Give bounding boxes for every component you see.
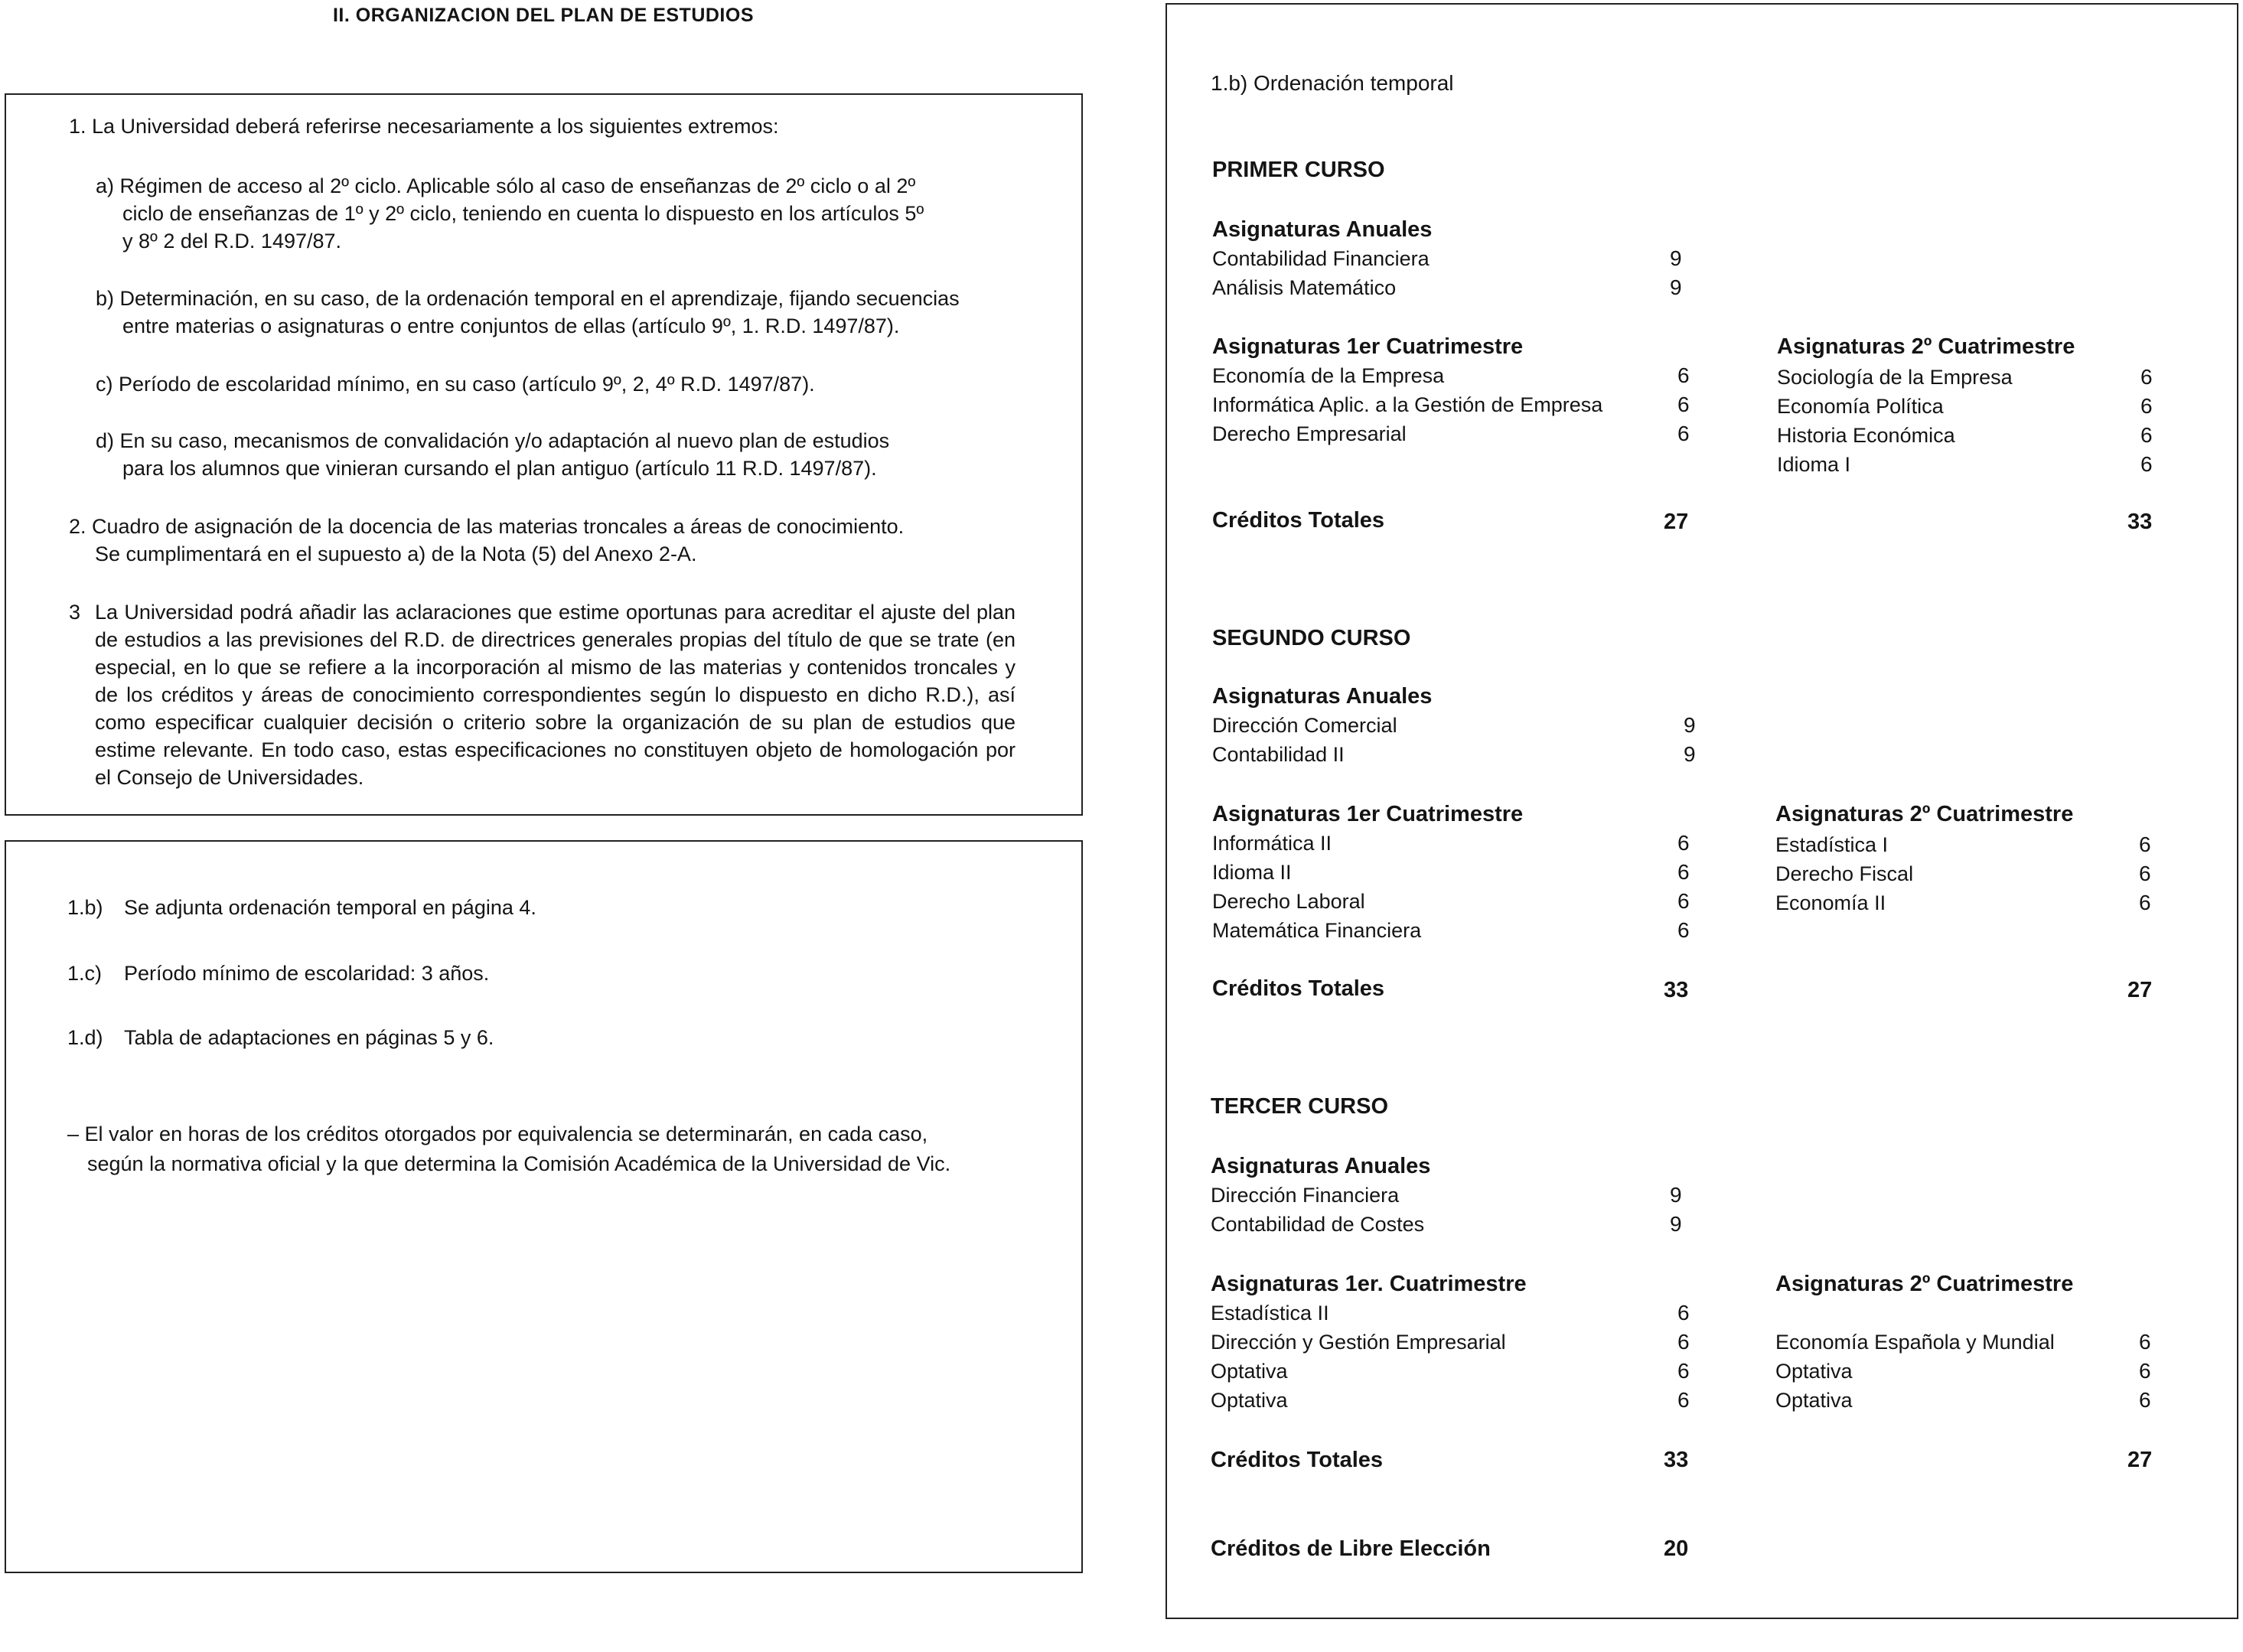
primer-sem2-credits: 6 — [2140, 394, 2153, 418]
segundo-total-right: 27 — [2127, 978, 2153, 1002]
segundo-sem1-credits: 6 — [1677, 831, 1690, 855]
primer-sem1-name: Derecho Empresarial — [1212, 422, 1407, 445]
segundo-sem2-credits: 6 — [2139, 833, 2151, 856]
tercer-sem1-credits: 6 — [1677, 1388, 1690, 1412]
note-1b-number: 1.b) — [67, 896, 103, 919]
primer-sem1-label: Asignaturas 1er Cuatrimestre — [1212, 334, 1524, 359]
note-1c-number: 1.c) — [67, 962, 103, 985]
tercer-sem2-credits: 6 — [2139, 1330, 2151, 1354]
tercer-sem1-name: Estadística II — [1211, 1302, 1329, 1325]
tercer-sem1-label: Asignaturas 1er. Cuatrimestre — [1211, 1272, 1527, 1296]
credits-note-line2: según la normativa oficial y la que determina la Comisión Académica de la Universidad de Vic. — [87, 1152, 951, 1175]
segundo-anuales-label: Asignaturas Anuales — [1212, 684, 1433, 709]
segundo-sem1-label: Asignaturas 1er Cuatrimestre — [1212, 802, 1524, 826]
segundo-sem2-credits: 6 — [2139, 862, 2151, 885]
segundo-sem1-credits: 6 — [1677, 918, 1690, 942]
primer-sem1-credits: 6 — [1677, 422, 1690, 445]
tercer-total-right: 27 — [2127, 1448, 2153, 1472]
instruction-item-1a-line2: ciclo de enseñanzas de 1º y 2º ciclo, teniendo en cuenta lo dispuesto en los artículos 5º — [122, 202, 924, 225]
instruction-item-2-line1: 2. Cuadro de asignación de la docencia de las materias troncales a áreas de conocimiento. — [69, 515, 905, 538]
primer-sem2-name: Economía Política — [1777, 395, 1944, 418]
page-title: II. ORGANIZACION DEL PLAN DE ESTUDIOS — [332, 5, 755, 26]
segundo-sem1-name: Matemática Financiera — [1212, 919, 1422, 942]
tercer-sem1-credits: 6 — [1677, 1301, 1690, 1325]
segundo-sem1-name: Idioma II — [1212, 861, 1292, 884]
primer-sem2-name: Idioma I — [1777, 453, 1851, 476]
primer-sem1-name: Informática Aplic. a la Gestión de Empresa — [1212, 393, 1603, 416]
credits-note-line1: – El valor en horas de los créditos otorgados por equivalencia se determinarán, en cada caso, — [67, 1123, 928, 1145]
notes-box — [5, 840, 1083, 1573]
segundo-anual-credits: 9 — [1684, 742, 1696, 766]
instruction-item-1a-line3: y 8º 2 del R.D. 1497/87. — [122, 230, 342, 253]
primer-curso-title: PRIMER CURSO — [1212, 158, 1385, 182]
segundo-sem2-name: Derecho Fiscal — [1775, 862, 1914, 885]
primer-sem2-name: Sociología de la Empresa — [1777, 366, 2013, 389]
libre-eleccion-value: 20 — [1664, 1536, 1689, 1561]
segundo-anual-credits: 9 — [1684, 713, 1696, 737]
instruction-item-1d-line1: d) En su caso, mecanismos de convalidación y/o adaptación al nuevo plan de estudios — [96, 429, 890, 452]
instruction-item-1: 1. La Universidad deberá referirse necesariamente a los siguientes extremos: — [69, 115, 779, 138]
segundo-total-left: 33 — [1664, 978, 1689, 1002]
segundo-anual-name: Dirección Comercial — [1212, 714, 1397, 737]
primer-anual-name: Análisis Matemático — [1212, 276, 1397, 299]
tercer-sem1-name: Dirección y Gestión Empresarial — [1211, 1331, 1506, 1354]
schedule-heading: 1.b) Ordenación temporal — [1211, 71, 1454, 95]
primer-sem2-credits: 6 — [2140, 365, 2153, 389]
primer-anual-credits: 9 — [1670, 246, 1682, 270]
tercer-sem2-credits: 6 — [2139, 1359, 2151, 1383]
primer-sem1-credits: 6 — [1677, 393, 1690, 416]
note-1d: Tabla de adaptaciones en páginas 5 y 6. — [124, 1026, 494, 1049]
instruction-item-1b-line2: entre materias o asignaturas o entre conjuntos de ellas (artículo 9º, 1. R.D. 1497/87). — [122, 314, 900, 337]
segundo-curso-title: SEGUNDO CURSO — [1212, 626, 1411, 650]
tercer-anual-name: Contabilidad de Costes — [1211, 1213, 1425, 1236]
tercer-sem1-credits: 6 — [1677, 1330, 1690, 1354]
primer-sem2-name: Historia Económica — [1777, 424, 1955, 447]
segundo-sem2-name: Economía II — [1775, 891, 1886, 914]
tercer-sem2-label: Asignaturas 2º Cuatrimestre — [1775, 1272, 2074, 1296]
note-1c: Período mínimo de escolaridad: 3 años. — [124, 962, 490, 985]
instruction-item-2-line2: Se cumplimentará en el supuesto a) de la Nota (5) del Anexo 2-A. — [95, 543, 697, 565]
segundo-sem2-name: Estadística I — [1775, 833, 1889, 856]
segundo-sem1-credits: 6 — [1677, 889, 1690, 913]
instruction-item-1d-line2: para los alumnos que vinieran cursando el plan antiguo (artículo 11 R.D. 1497/87). — [122, 457, 877, 480]
primer-total-left: 27 — [1664, 510, 1689, 534]
tercer-sem2-name: Economía Española y Mundial — [1775, 1331, 2055, 1354]
primer-anuales-label: Asignaturas Anuales — [1212, 217, 1433, 242]
segundo-sem1-name: Informática II — [1212, 832, 1332, 855]
tercer-anual-name: Dirección Financiera — [1211, 1184, 1400, 1207]
instruction-item-3-text: La Universidad podrá añadir las aclaraciones que estime oportunas para acreditar el ajuste del plan de estudios a las previsiones del R.D. de directrices generales propias del título de que se trate (en especial, en lo que se refiere a la incorporación al mismo de las materias y contenidos troncales y de los créditos y áreas de conocimiento correspondientes según lo dispuesto en dicho R.D.), así como especificar cualquier decisión o criterio sobre la organización de su plan de estudios que estime relevante. En todo caso, estas especificaciones no constituyen objeto de homologación por el Consejo de Universidades. — [95, 601, 1016, 789]
segundo-sem2-credits: 6 — [2139, 891, 2151, 914]
segundo-sem1-name: Derecho Laboral — [1212, 890, 1365, 913]
instruction-item-3-number: 3 — [69, 601, 81, 624]
primer-sem2-credits: 6 — [2140, 452, 2153, 476]
tercer-sem1-name: Optativa — [1211, 1389, 1288, 1412]
tercer-anual-credits: 9 — [1670, 1183, 1682, 1207]
primer-anual-credits: 9 — [1670, 275, 1682, 299]
note-1b: Se adjunta ordenación temporal en página 4. — [124, 896, 536, 919]
instruction-item-1c: c) Período de escolaridad mínimo, en su caso (artículo 9º, 2, 4º R.D. 1497/87). — [96, 373, 815, 396]
tercer-sem2-name: Optativa — [1775, 1389, 1853, 1412]
primer-sem1-credits: 6 — [1677, 363, 1690, 387]
primer-anual-name: Contabilidad Financiera — [1212, 247, 1430, 270]
tercer-anuales-label: Asignaturas Anuales — [1211, 1154, 1431, 1178]
tercer-sem1-credits: 6 — [1677, 1359, 1690, 1383]
tercer-anual-credits: 9 — [1670, 1212, 1682, 1236]
primer-total-label: Créditos Totales — [1212, 508, 1385, 533]
primer-sem2-label: Asignaturas 2º Cuatrimestre — [1777, 334, 2075, 359]
libre-eleccion-label: Créditos de Libre Elección — [1211, 1536, 1491, 1561]
note-1d-number: 1.d) — [67, 1026, 103, 1049]
instruction-item-1b-line1: b) Determinación, en su caso, de la ordenación temporal en el aprendizaje, fijando secuencias — [96, 287, 960, 310]
segundo-total-label: Créditos Totales — [1212, 976, 1385, 1001]
primer-total-right: 33 — [2127, 510, 2153, 534]
tercer-sem1-name: Optativa — [1211, 1360, 1288, 1383]
tercer-total-left: 33 — [1664, 1448, 1689, 1472]
segundo-sem1-credits: 6 — [1677, 860, 1690, 884]
tercer-sem2-name: Optativa — [1775, 1360, 1853, 1383]
primer-sem1-name: Economía de la Empresa — [1212, 364, 1445, 387]
instruction-item-1a-line1: a) Régimen de acceso al 2º ciclo. Aplicable sólo al caso de enseñanzas de 2º ciclo o al 2º — [96, 174, 916, 197]
segundo-anual-name: Contabilidad II — [1212, 743, 1345, 766]
primer-sem2-credits: 6 — [2140, 423, 2153, 447]
segundo-sem2-label: Asignaturas 2º Cuatrimestre — [1775, 802, 2074, 826]
tercer-sem2-credits: 6 — [2139, 1388, 2151, 1412]
tercer-total-label: Créditos Totales — [1211, 1448, 1384, 1472]
tercer-curso-title: TERCER CURSO — [1211, 1094, 1389, 1119]
